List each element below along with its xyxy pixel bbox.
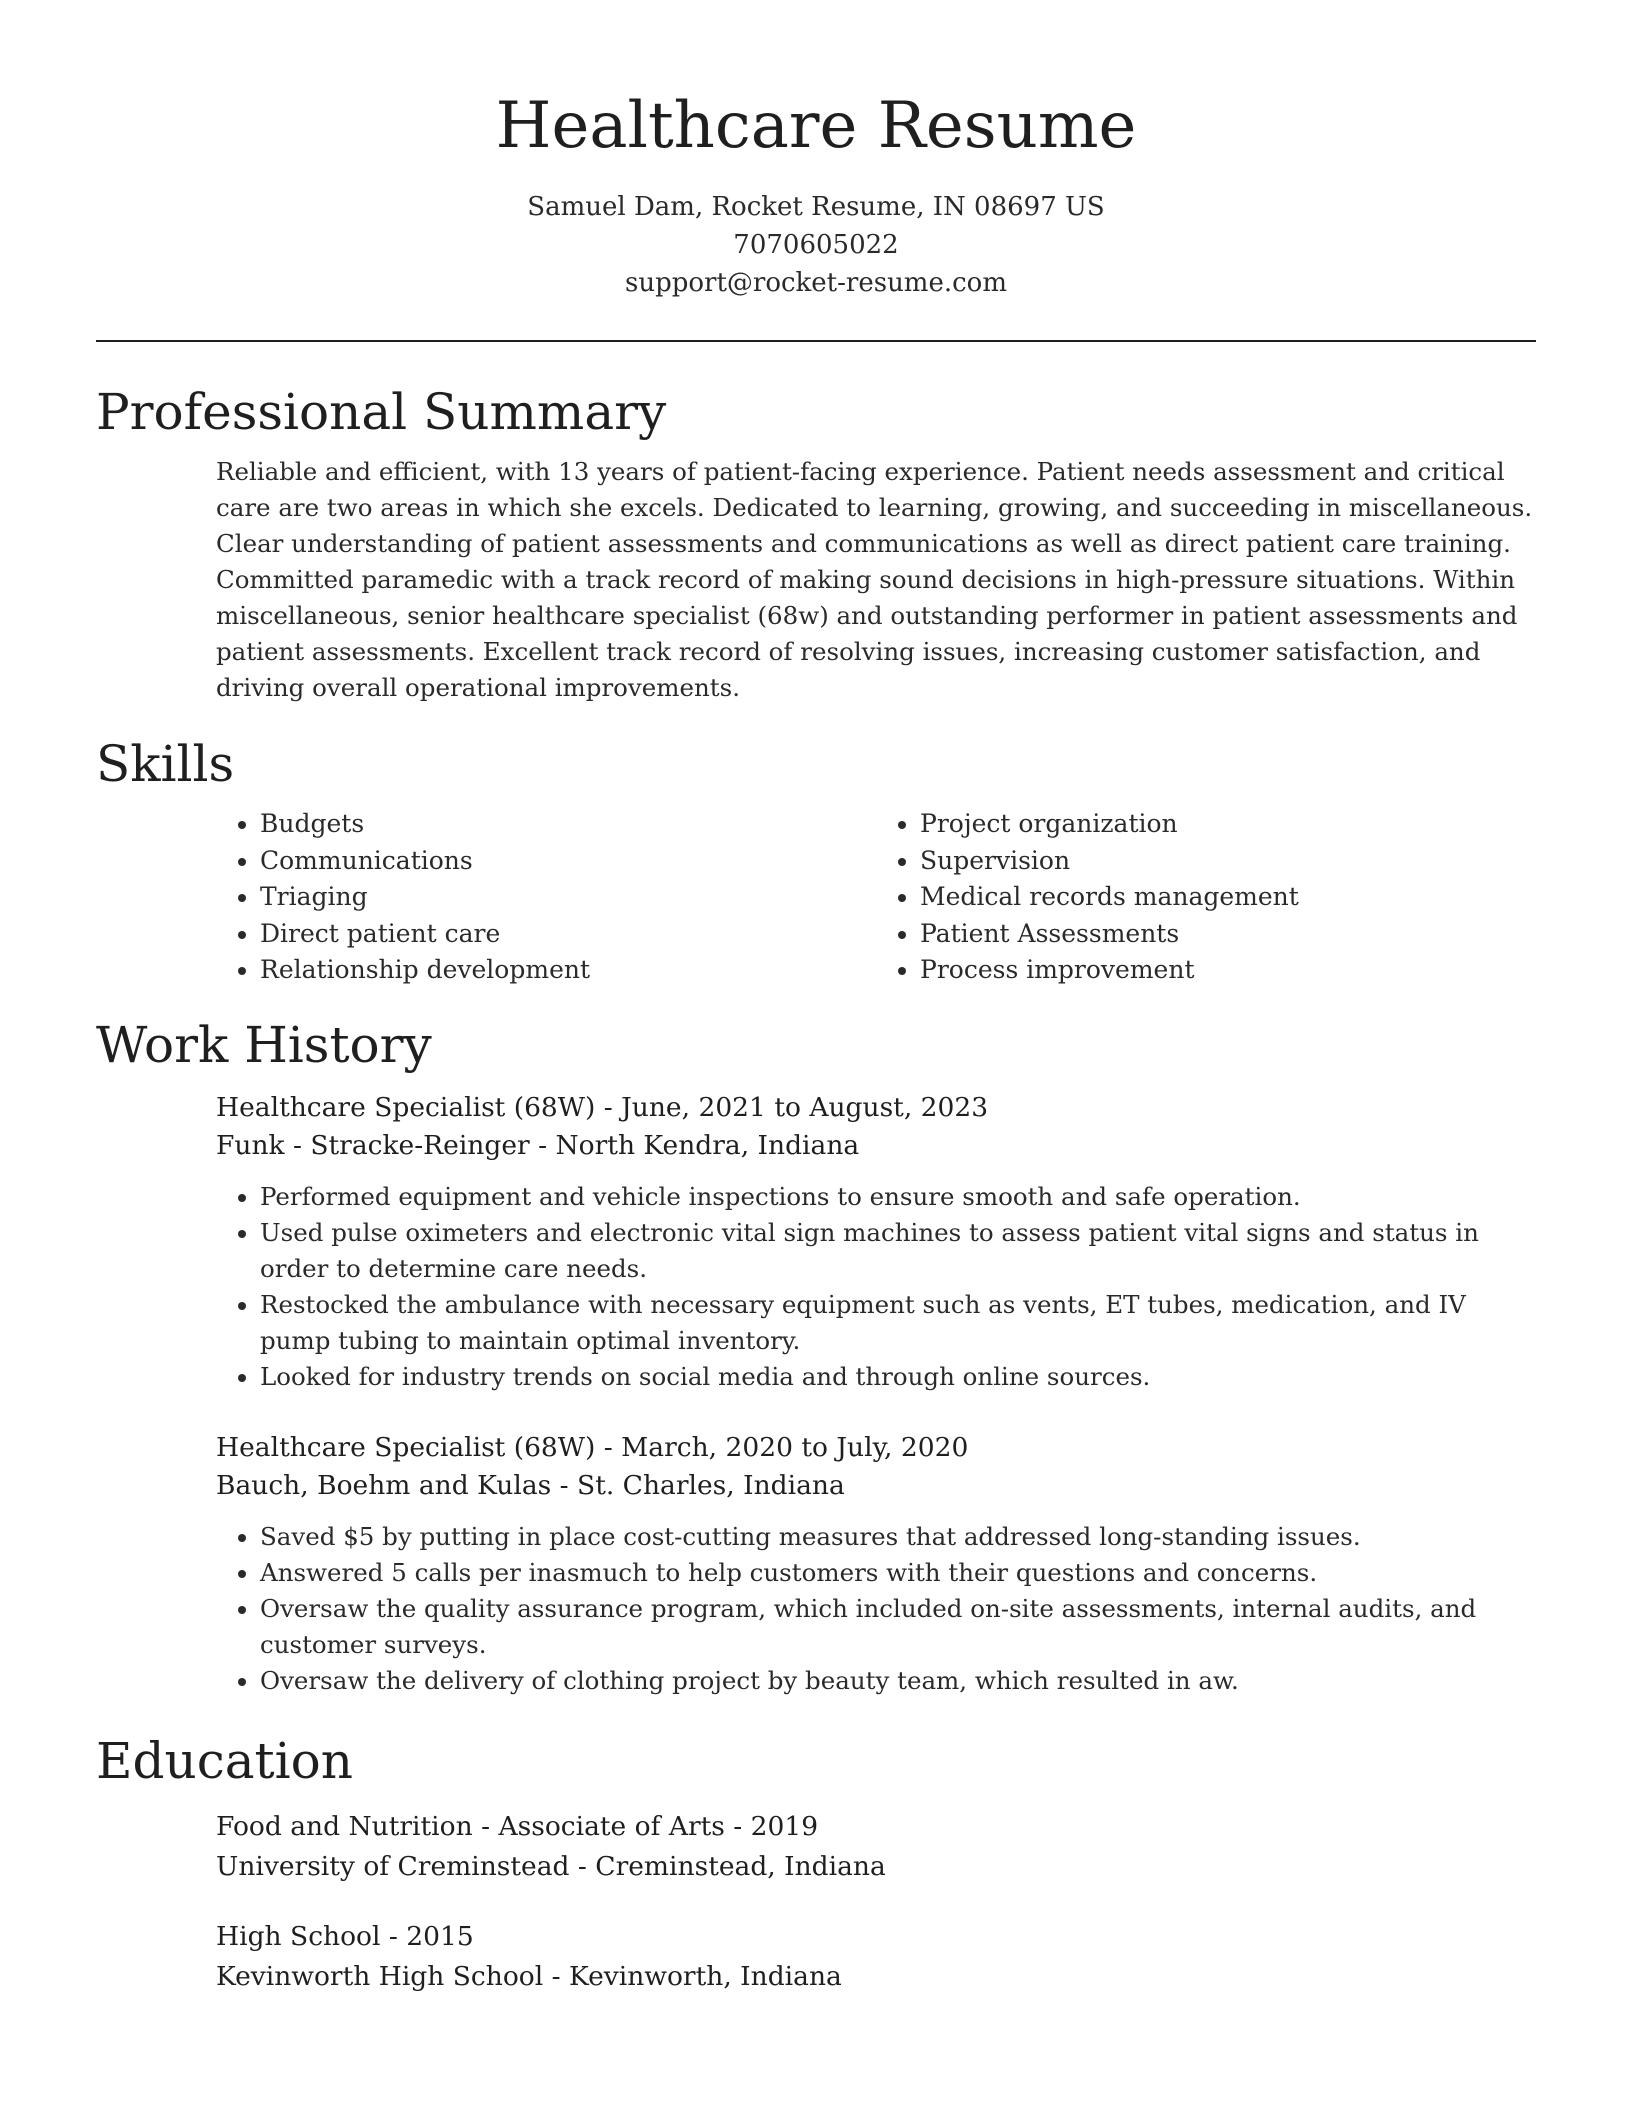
education-heading: Education bbox=[96, 1731, 353, 1790]
job-bullet: • Used pulse oximeters and electronic vital sign machines to assess patient vital signs and status in order to determine care needs. bbox=[260, 1215, 1536, 1287]
professional-summary-text: Reliable and efficient, with 13 years of patient-facing experience. Patient needs assessment and critical care are two areas in which she excels. Dedicated to learning, growing, and succeeding in miscellaneous. Clear understanding of patient assessments and communications as well as direct patient care training. Committed paramedic with a track record of making sound decisions in high-pressure situations. Within miscellaneous, senior healthcare specialist (68w) and outstanding performer in patient assessments and patient assessments. Excellent track record of resolving issues, increasing customer satisfaction, and driving overall operational improvements. bbox=[216, 457, 1533, 702]
job-bullets bbox=[216, 1179, 1536, 1395]
job-title-line: Healthcare Specialist (68W) - June, 2021 to August, 2023 bbox=[216, 1091, 989, 1123]
skills-section bbox=[96, 732, 1536, 989]
skill-item: • Relationship development bbox=[260, 952, 876, 989]
work-history-heading: Work History bbox=[96, 1015, 432, 1074]
job-bullet: • Oversaw the delivery of clothing project by beauty team, which resulted in aw. bbox=[260, 1663, 1536, 1699]
work-history-section bbox=[96, 1013, 1536, 1699]
contact-block bbox=[96, 188, 1536, 302]
skill-item: • Patient Assessments bbox=[920, 916, 1536, 953]
skill-item: • Process improvement bbox=[920, 952, 1536, 989]
skills-column-left bbox=[216, 806, 876, 989]
job-bullet: • Looked for industry trends on social media and through online sources. bbox=[260, 1359, 1536, 1395]
skill-item: • Supervision bbox=[920, 843, 1536, 880]
resume-header bbox=[96, 0, 1536, 302]
education-entry bbox=[216, 1807, 1536, 1887]
job-bullet: • Restocked the ambulance with necessary equipment such as vents, ET tubes, medication, and IV pump tubing to maintain optimal inventory. bbox=[260, 1287, 1536, 1359]
education-school-line: University of Creminstead - Creminstead, Indiana bbox=[216, 1850, 886, 1882]
professional-summary-section bbox=[96, 380, 1536, 706]
education-section bbox=[96, 1729, 1536, 1997]
skills-column-right bbox=[876, 806, 1536, 989]
contact-email: support@rocket-resume.com bbox=[624, 268, 1007, 298]
skill-item: • Budgets bbox=[260, 806, 876, 843]
job-bullet: • Oversaw the quality assurance program, which included on-site assessments, internal audits, and customer surveys. bbox=[260, 1591, 1536, 1663]
skill-item: • Direct patient care bbox=[260, 916, 876, 953]
resume-page bbox=[96, 0, 1536, 1997]
contact-address: Samuel Dam, Rocket Resume, IN 08697 US bbox=[527, 192, 1105, 222]
job-bullets bbox=[216, 1519, 1536, 1699]
education-degree-line: High School - 2015 bbox=[216, 1920, 474, 1952]
job-entry bbox=[216, 1089, 1536, 1395]
skills-grid bbox=[216, 806, 1536, 989]
contact-phone: 7070605022 bbox=[733, 230, 899, 260]
skill-item: • Medical records management bbox=[920, 879, 1536, 916]
skill-item: • Project organization bbox=[920, 806, 1536, 843]
job-company-line: Bauch, Boehm and Kulas - St. Charles, Indiana bbox=[216, 1469, 845, 1501]
professional-summary-heading: Professional Summary bbox=[96, 383, 667, 441]
education-school-line: Kevinworth High School - Kevinworth, Indiana bbox=[216, 1960, 842, 1992]
skill-item: • Triaging bbox=[260, 879, 876, 916]
job-bullet: • Performed equipment and vehicle inspections to ensure smooth and safe operation. bbox=[260, 1179, 1536, 1215]
job-title-line: Healthcare Specialist (68W) - March, 2020 to July, 2020 bbox=[216, 1431, 969, 1463]
job-bullet: • Answered 5 calls per inasmuch to help customers with their questions and concerns. bbox=[260, 1555, 1536, 1591]
skill-item: • Communications bbox=[260, 843, 876, 880]
education-entry bbox=[216, 1917, 1536, 1997]
header-divider bbox=[96, 340, 1536, 342]
job-entry bbox=[216, 1429, 1536, 1699]
job-bullet: • Saved $5 by putting in place cost-cutting measures that addressed long-standing issues. bbox=[260, 1519, 1536, 1555]
job-company-line: Funk - Stracke-Reinger - North Kendra, Indiana bbox=[216, 1129, 860, 1161]
education-degree-line: Food and Nutrition - Associate of Arts - 2019 bbox=[216, 1810, 819, 1842]
resume-title: Healthcare Resume bbox=[495, 89, 1137, 163]
skills-heading: Skills bbox=[96, 735, 235, 793]
